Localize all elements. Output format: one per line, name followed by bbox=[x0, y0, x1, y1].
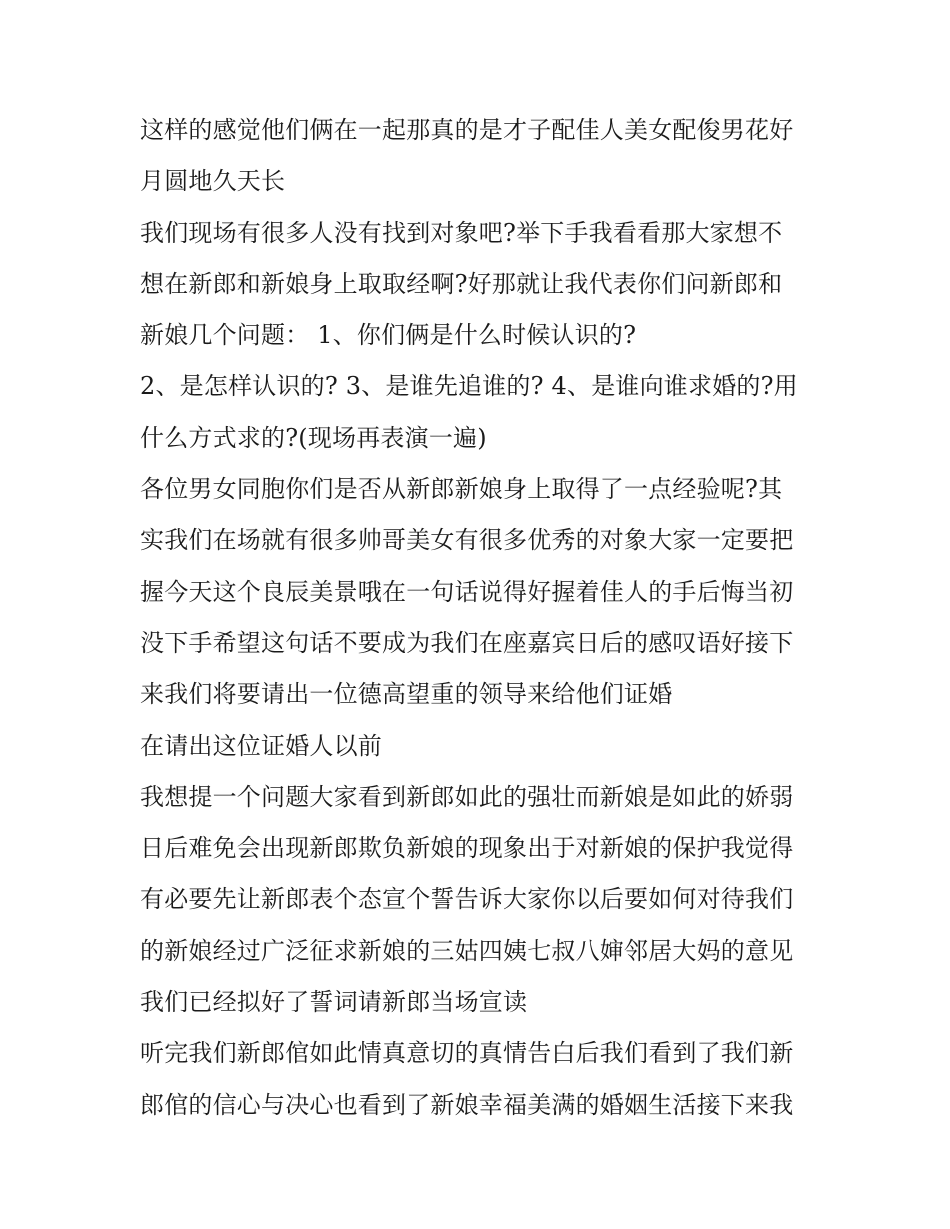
text-line: 这样的感觉他们俩在一起那真的是才子配佳人美女配俊男花好 bbox=[140, 116, 794, 144]
text-line: 月圆地久天长 bbox=[140, 167, 286, 196]
text-line: 各位男女同胞你们是否从新郎新娘身上取得了一点经验呢?其 bbox=[140, 475, 783, 504]
text-line: 的新娘经过广泛征求新娘的三姑四姨七叔八婶邻居大妈的意见 bbox=[140, 936, 794, 965]
text-line: 新娘几个问题： 1、你们俩是什么时候认识的? bbox=[140, 321, 637, 350]
document-body bbox=[140, 105, 820, 1131]
text-line: 日后难免会出现新郎欺负新娘的现象出于对新娘的保护我觉得 bbox=[140, 834, 794, 863]
text-line: 我们现场有很多人没有找到对象吧?举下手我看看那大家想不 bbox=[140, 218, 783, 247]
text-line: 我们已经拟好了誓词请新郎当场宣读 bbox=[140, 988, 528, 1017]
text-line: 什么方式求的?(现场再表演一遍) bbox=[140, 423, 487, 452]
text-line: 郎倌的信心与决心也看到了新娘幸福美满的婚姻生活接下来我 bbox=[140, 1090, 794, 1119]
text-line: 握今天这个良辰美景哦在一句话说得好握着佳人的手后悔当初 bbox=[140, 577, 794, 606]
text-line: 有必要先让新郎表个态宣个誓告诉大家你以后要如何对待我们 bbox=[140, 885, 794, 914]
text-line: 实我们在场就有很多帅哥美女有很多优秀的对象大家一定要把 bbox=[140, 526, 794, 555]
text-line: 想在新郎和新娘身上取取经啊?好那就让我代表你们问新郎和 bbox=[140, 269, 783, 298]
text-line: 没下手希望这句话不要成为我们在座嘉宾日后的感叹语好接下 bbox=[140, 628, 794, 657]
text-line: 我想提一个问题大家看到新郎如此的强壮而新娘是如此的娇弱 bbox=[140, 782, 794, 811]
text-line: 2、是怎样认识的? 3、是谁先追谁的? 4、是谁向谁求婚的?用 bbox=[140, 372, 798, 401]
text-line: 听完我们新郎倌如此情真意切的真情告白后我们看到了我们新 bbox=[140, 1039, 794, 1068]
text-line: 在请出这位证婚人以前 bbox=[140, 731, 382, 760]
text-line: 来我们将要请出一位德高望重的领导来给他们证婚 bbox=[140, 680, 673, 709]
